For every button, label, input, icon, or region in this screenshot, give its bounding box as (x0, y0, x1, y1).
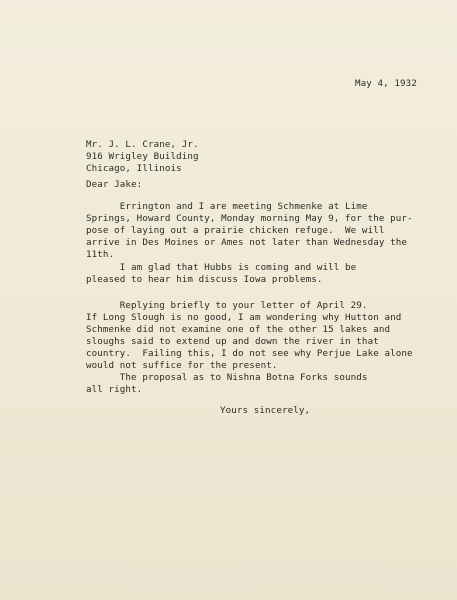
paragraph-3-line-2: If Long Slough is no good, I am wondering why Hutton and (86, 312, 402, 323)
salutation: Dear Jake: (86, 179, 143, 190)
paragraph-2-line-1: I am glad that Hubbs is coming and will be (86, 262, 357, 273)
paragraph-3-line-4: sloughs said to extend up and down the river in that (86, 336, 379, 347)
recipient-address: 916 Wrigley Building (86, 151, 199, 162)
paragraph-2-line-2: pleased to hear him discuss Iowa problems. (86, 274, 323, 285)
paragraph-1-line-3: pose of laying out a prairie chicken refuge. We will (86, 225, 385, 236)
recipient-city: Chicago, Illinois (86, 163, 182, 174)
paragraph-1-line-2: Springs, Howard County, Monday morning May 9, for the pur- (86, 213, 413, 224)
paragraph-1-line-1: Errington and I are meeting Schmenke at Lime (86, 201, 368, 212)
paragraph-1-line-5: 11th. (86, 249, 115, 260)
paragraph-4-line-1: The proposal as to Nishna Botna Forks sounds (86, 372, 368, 383)
paragraph-4-line-2: all right. (86, 384, 143, 395)
paragraph-3-line-5: country. Failing this, I do not see why Perjue Lake alone (86, 348, 413, 359)
letter-date: May 4, 1932 (355, 78, 417, 89)
paragraph-3-line-3: Schmenke did not examine one of the other 15 lakes and (86, 324, 391, 335)
paragraph-3-line-6: would not suffice for the present. (86, 360, 278, 371)
paragraph-1-line-4: arrive in Des Moines or Ames not later than Wednesday the (86, 237, 407, 248)
recipient-name: Mr. J. L. Crane, Jr. (86, 139, 199, 150)
paragraph-3-line-1: Replying briefly to your letter of April 29. (86, 300, 368, 311)
closing: Yours sincerely, (220, 405, 311, 416)
